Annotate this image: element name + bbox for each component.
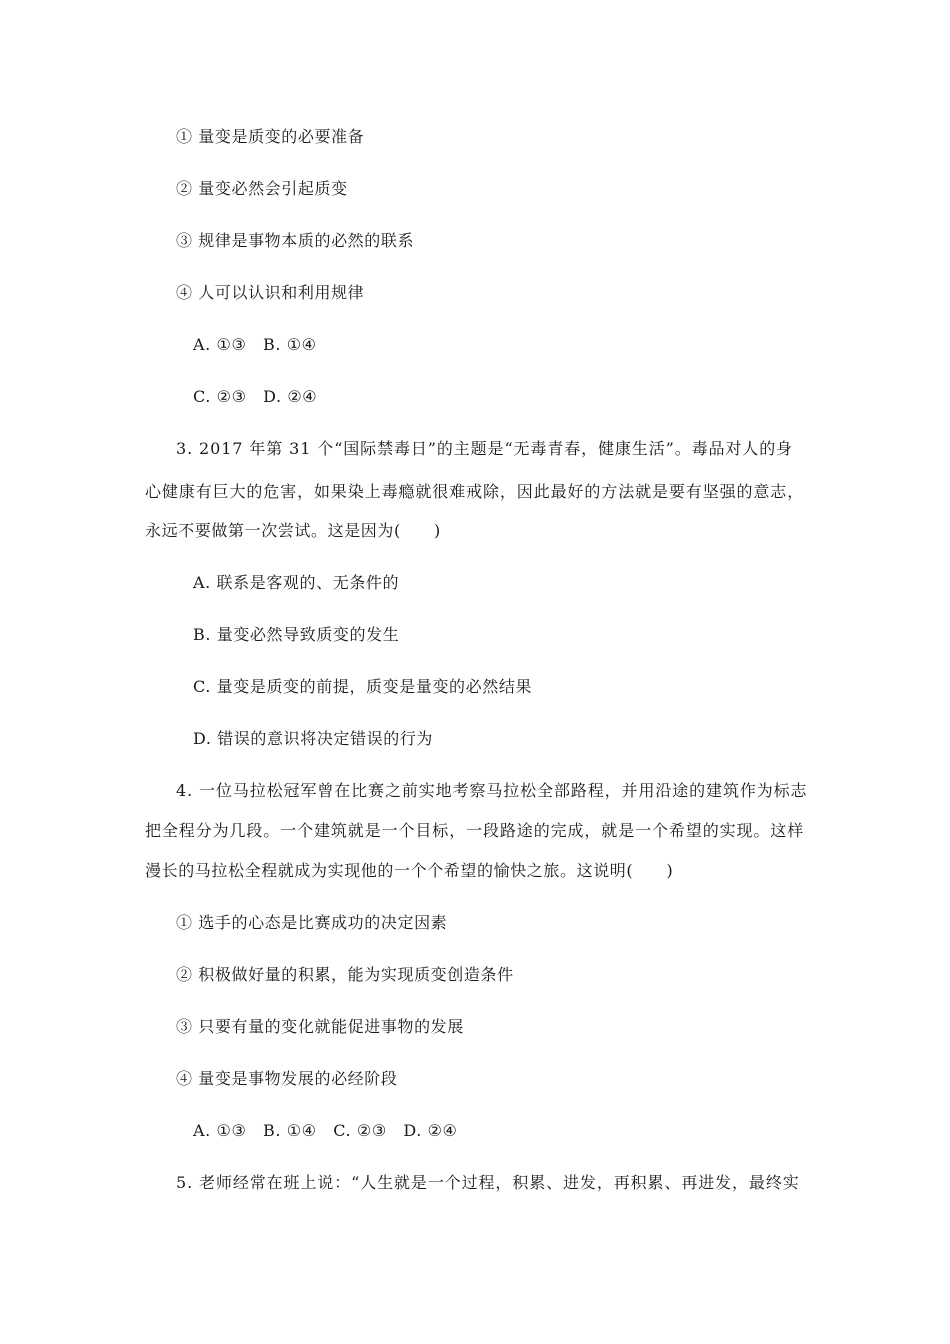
q2-statement-3: ③ 规律是事物本质的必然的联系 [176, 231, 415, 250]
q4-statement-1: ① 选手的心态是比赛成功的决定因素 [176, 913, 448, 932]
q3-option-a: A. 联系是客观的、无条件的 [193, 573, 400, 592]
q3-stem-line-3: 永远不要做第一次尝试。这是因为( ) [145, 521, 441, 540]
q4-statement-2: ② 积极做好量的积累，能为实现质变创造条件 [176, 965, 514, 984]
q4-stem-line-2: 把全程分为几段。一个建筑就是一个目标，一段路途的完成，就是一个希望的实现。这样 [145, 821, 805, 840]
q2-statement-2: ② 量变必然会引起质变 [176, 179, 348, 198]
q5-stem-line-1: 5. 老师经常在班上说：“人生就是一个过程，积累、进发，再积累、再进发，最终实 [176, 1173, 800, 1192]
q4-choices: A. ①③ B. ①④ C. ②③ D. ②④ [193, 1121, 458, 1140]
q2-statement-1: ① 量变是质变的必要准备 [176, 127, 365, 146]
q3-option-c: C. 量变是质变的前提，质变是量变的必然结果 [193, 677, 533, 696]
q3-stem-line-2: 心健康有巨大的危害，如果染上毒瘾就很难戒除，因此最好的方法就是要有坚强的意志， [145, 482, 805, 501]
q2-choices-cd: C. ②③ D. ②④ [193, 387, 318, 406]
q4-stem-line-3: 漫长的马拉松全程就成为实现他的一个个希望的愉快之旅。这说明( ) [145, 861, 674, 880]
q4-statement-4: ④ 量变是事物发展的必经阶段 [176, 1069, 398, 1088]
q3-option-b: B. 量变必然导致质变的发生 [193, 625, 400, 644]
q3-option-d: D. 错误的意识将决定错误的行为 [193, 729, 434, 748]
q2-statement-4: ④ 人可以认识和利用规律 [176, 283, 365, 302]
q4-stem-line-1: 4. 一位马拉松冠军曾在比赛之前实地考察马拉松全部路程，并用沿途的建筑作为标志 [176, 781, 808, 800]
q3-stem-line-1: 3. 2017 年第 31 个“国际禁毒日”的主题是“无毒青春，健康生活”。毒品对人的身 [176, 439, 794, 458]
q2-choices-ab: A. ①③ B. ①④ [193, 335, 317, 354]
q4-statement-3: ③ 只要有量的变化就能促进事物的发展 [176, 1017, 464, 1036]
